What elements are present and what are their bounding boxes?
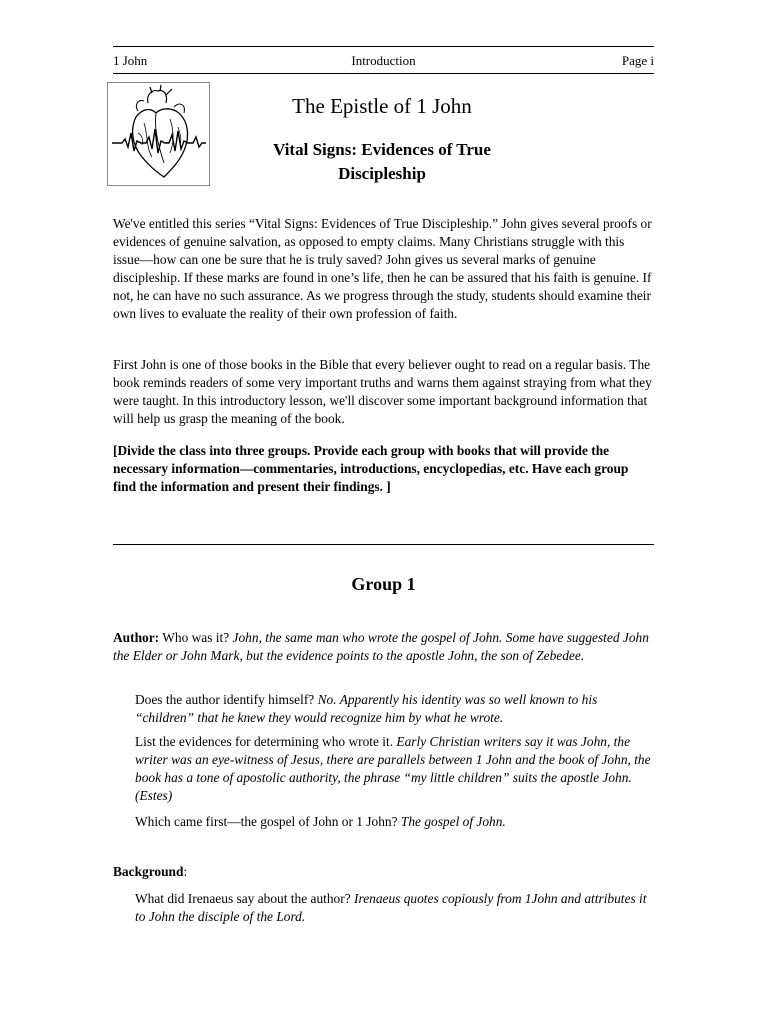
background-colon: : bbox=[183, 864, 188, 879]
question-irenaeus bbox=[135, 890, 654, 926]
question-text: List the evidences for determining who wrote it. bbox=[135, 734, 397, 749]
answer-text: Irenaeus quotes copiously from 1John and attributes it to John the disciple of the Lord. bbox=[135, 891, 647, 924]
subtitle-line-2: Discipleship bbox=[338, 164, 426, 183]
intro-paragraph-1: We've entitled this series “Vital Signs: Evidences of True Discipleship.” John gives several proofs or evidences of genuine salvation, as opposed to empty claims. Many Christians struggle with this issue—how can one be sure that he is truly saved? John gives us several marks of genuine discipleship. If these marks are found in one’s life, then he can be assured that his faith is genuine. If not, he can have no such assurance. As we progress through the study, students should examine their own lives to evaluate the reality of their own profession of faith. bbox=[113, 216, 652, 321]
page-header bbox=[113, 46, 654, 74]
answer-text: Early Christian writers say it was John, the writer was an eye-witness of Jesus, there are parallels between 1 John and the book of John, the book has a tone of apostolic authority, the phrase “my little children” suits the apostle John. (Estes) bbox=[135, 734, 651, 803]
document-title: The Epistle of 1 John bbox=[292, 94, 472, 118]
header-page-number: Page i bbox=[621, 53, 654, 68]
background-label: Background bbox=[113, 864, 184, 879]
answer-text: The gospel of John. bbox=[400, 814, 506, 829]
question-text: Does the author identify himself? bbox=[135, 692, 318, 707]
question-text: What did Irenaeus say about the author? bbox=[135, 891, 355, 906]
question-identify-himself bbox=[135, 691, 654, 727]
author-answer: John, the same man who wrote the gospel of John. Some have suggested John the Elder or John Mark, but the evidence points to the apostle John, the son of Zebedee. bbox=[113, 630, 649, 663]
instructions-paragraph: [Divide the class into three groups. Provide each group with books that will provide the necessary information—commentaries, introductions, encyclopedias, etc. Have each group find the information and present their findings. ] bbox=[113, 443, 629, 494]
answer-text: No. Apparently his identity was so well known to his “children” that he knew they would recognize him by what he wrote. bbox=[135, 692, 598, 725]
background-heading bbox=[113, 863, 654, 881]
anatomical-heart-ekg-icon bbox=[108, 83, 209, 185]
question-evidences bbox=[135, 733, 654, 805]
header-book: 1 John bbox=[113, 53, 148, 68]
heart-logo bbox=[107, 82, 210, 186]
group-heading: Group 1 bbox=[351, 574, 416, 594]
document-subtitle bbox=[220, 138, 544, 186]
question-which-first bbox=[135, 813, 654, 831]
author-entry bbox=[113, 629, 654, 665]
author-label: Author: bbox=[113, 630, 160, 645]
author-question: Who was it? bbox=[159, 630, 233, 645]
question-text: Which came first—the gospel of John or 1 John? bbox=[135, 814, 401, 829]
subtitle-line-1: Vital Signs: Evidences of True bbox=[273, 140, 491, 159]
intro-paragraph-2: First John is one of those books in the Bible that every believer ought to read on a regular basis. The book reminds readers of some very important truths and warns them against straying from what they were taught. In this introductory lesson, we'll discover some important background information that will help us grasp the meaning of the book. bbox=[113, 357, 652, 426]
header-section: Introduction bbox=[351, 53, 416, 68]
section-divider bbox=[113, 544, 654, 545]
